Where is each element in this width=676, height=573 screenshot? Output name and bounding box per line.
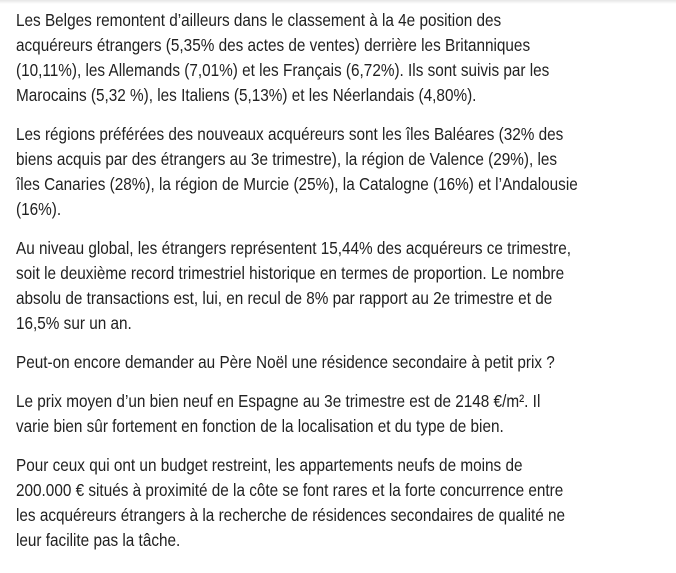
text-line: leur facilite pas la tâche. xyxy=(16,530,181,550)
paragraph-restricted-budget xyxy=(16,453,676,553)
text-line: Marocains (5,32 %), les Italiens (5,13%) et les Néerlandais (4,80%). xyxy=(16,85,477,105)
text-line: Peut-on encore demander au Père Noël une résidence secondaire à petit prix ? xyxy=(16,352,555,372)
top-shadow-divider xyxy=(0,0,676,4)
text-line: 200.000 € situés à proximité de la côte se font rares et la forte concurrence entre xyxy=(16,480,564,500)
text-line: varie bien sûr fortement en fonction de la localisation et du type de bien. xyxy=(16,416,504,436)
text-line: (10,11%), les Allemands (7,01%) et les Français (6,72%). Ils sont suivis par les xyxy=(16,60,550,80)
text-line: (16%). xyxy=(16,199,62,219)
text-line: soit le deuxième record trimestriel historique en termes de proportion. Le nombre xyxy=(16,263,565,283)
text-line: Au niveau global, les étrangers représentent 15,44% des acquéreurs ce trimestre, xyxy=(16,238,571,258)
text-line: Pour ceux qui ont un budget restreint, les appartements neufs de moins de xyxy=(16,455,523,475)
paragraph-global-level xyxy=(16,236,676,336)
paragraph-average-price xyxy=(16,389,676,439)
text-line: 16,5% sur un an. xyxy=(16,313,132,333)
text-line: acquéreurs étrangers (5,35% des actes de ventes) derrière les Britanniques xyxy=(16,35,531,55)
article-body xyxy=(16,8,676,567)
text-line: Le prix moyen d’un bien neuf en Espagne au 3e trimestre est de 2148 €/m². Il xyxy=(16,391,541,411)
paragraph-foreign-buyers-ranking xyxy=(16,8,676,108)
text-line: biens acquis par des étrangers au 3e trimestre), la région de Valence (29%), les xyxy=(16,149,558,169)
text-line: les acquéreurs étrangers à la recherche de résidences secondaires de qualité ne xyxy=(16,505,566,525)
text-line: îles Canaries (28%), la région de Murcie (25%), la Catalogne (16%) et l’Andalousie xyxy=(16,174,578,194)
paragraph-subheading-question xyxy=(16,350,676,375)
text-line: absolu de transactions est, lui, en recul de 8% par rapport au 2e trimestre et de xyxy=(16,288,553,308)
paragraph-preferred-regions xyxy=(16,122,676,222)
text-line: Les régions préférées des nouveaux acquéreurs sont les îles Baléares (32% des xyxy=(16,124,564,144)
text-line: Les Belges remontent d’ailleurs dans le classement à la 4e position des xyxy=(16,10,502,30)
